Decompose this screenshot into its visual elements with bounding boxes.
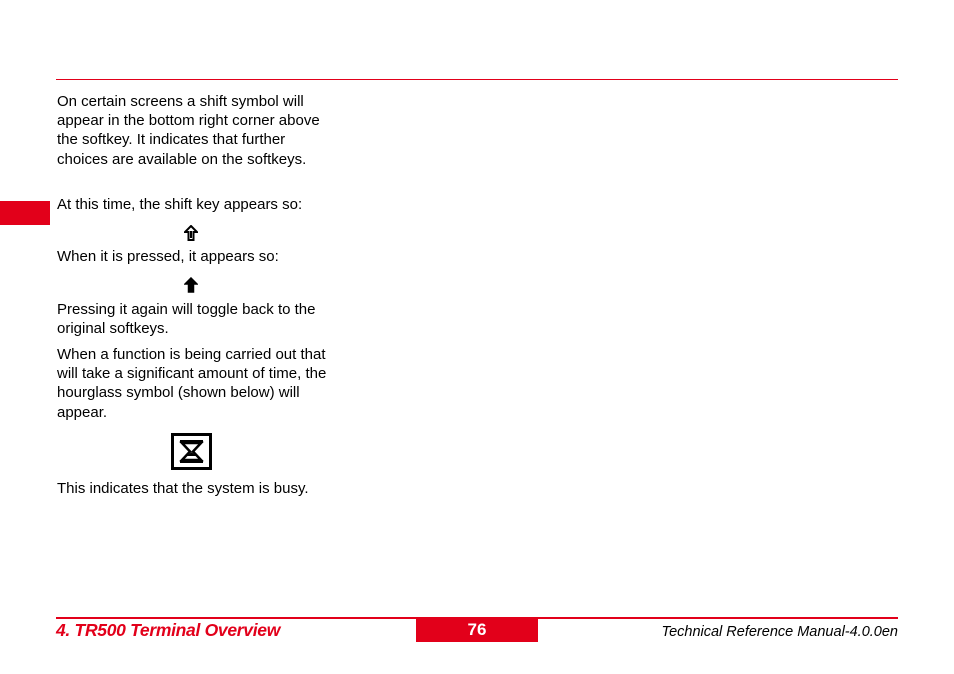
header-rule [56, 79, 898, 80]
shift-symbol-intro: On certain screens a shift symbol will appear in the bottom right corner above the softkey. It indicates that further choices are available on the softkeys. [57, 93, 320, 168]
chapter-tab-marker [0, 201, 50, 225]
toggle-back-text: Pressing it again will toggle back to the original softkeys. [57, 301, 316, 338]
page-number: 76 [416, 619, 538, 642]
hourglass-icon [171, 433, 212, 470]
shift-appears-text: At this time, the shift key appears so: [57, 196, 303, 213]
footer-section-title: 4. TR500 Terminal Overview [56, 620, 281, 640]
shift-outline-icon [184, 225, 198, 243]
hourglass-intro-text: When a function is being carried out that will take a significant amount of time, the hourglass symbol (shown below) will appear. [57, 346, 327, 421]
footer-manual-title: Technical Reference Manual-4.0.0en [661, 624, 898, 640]
shift-filled-icon [184, 277, 198, 295]
shift-pressed-text: When it is pressed, it appears so: [57, 248, 279, 265]
system-busy-text: This indicates that the system is busy. [57, 480, 309, 497]
